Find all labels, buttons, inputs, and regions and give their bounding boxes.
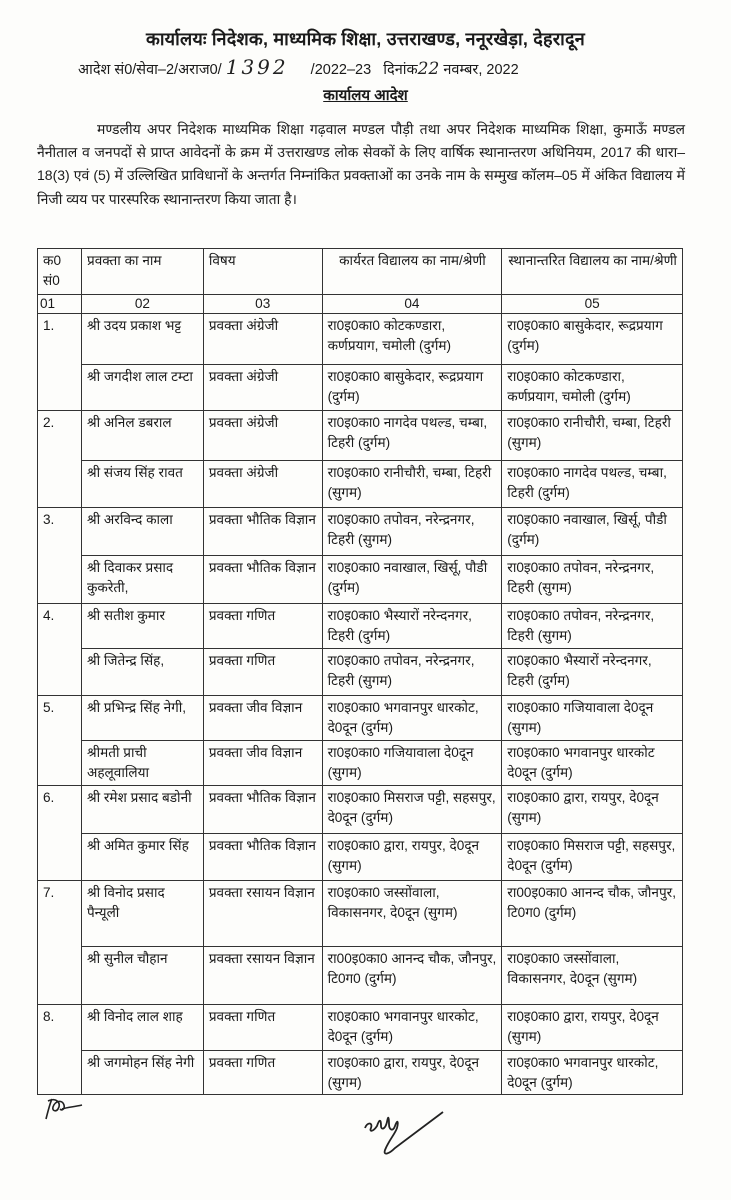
subject-cell: प्रवक्ता अंग्रेजी (203, 461, 322, 508)
table-row (38, 786, 683, 834)
current-school-cell: रा0इ0का0 नागदेव पथल्ड, चम्बा, टिहरी (दुर्गम) (322, 411, 502, 461)
subject-cell: प्रवक्ता भौतिक विज्ञान (203, 508, 322, 556)
order-ref-prefix: आदेश सं0/सेवा–2/अराज0/ (78, 62, 222, 78)
transferred-school-cell: रा0इ0का0 कोटकण्डारा, कर्णप्रयाग, चमोली (दुर्गम) (502, 365, 683, 411)
subject-cell: प्रवक्ता रसायन विज्ञान (203, 947, 322, 1005)
serial-number-cell (38, 556, 82, 604)
body-paragraph (37, 118, 685, 211)
document-title-text: कार्यालय आदेश (323, 87, 408, 104)
subject-cell: प्रवक्ता गणित (203, 649, 322, 696)
current-school-cell: रा00इ0का0 आनन्द चौक, जौनपुर, टि0ग0 (दुर्गम) (322, 947, 502, 1005)
transferred-school-cell: रा0इ0का0 नागदेव पथल्ड, चम्बा, टिहरी (दुर्गम) (502, 461, 683, 508)
column-number: 02 (81, 295, 203, 314)
transferred-school-cell: रा00इ0का0 आनन्द चौक, जौनपुर, टि0ग0 (दुर्गम) (502, 881, 683, 947)
column-number-row (38, 295, 683, 314)
table-row (38, 696, 683, 741)
subject-cell: प्रवक्ता भौतिक विज्ञान (203, 834, 322, 881)
serial-number-cell (38, 365, 82, 411)
current-school-cell: रा0इ0का0 भगवानपुर धारकोट, दे0दून (दुर्गम) (322, 1005, 502, 1051)
transferred-school-cell: रा0इ0का0 गजियावाला दे0दून (सुगम) (502, 696, 683, 741)
current-school-cell: रा0इ0का0 गजियावाला दे0दून (सुगम) (322, 741, 502, 786)
subject-cell: प्रवक्ता भौतिक विज्ञान (203, 786, 322, 834)
teacher-name-cell: श्री रमेश प्रसाद बडोनी (81, 786, 203, 834)
office-heading: कार्यालयः निदेशक, माध्यमिक शिक्षा, उत्तराखण्ड, ननूरखेड़ा, देहरादून (146, 29, 585, 49)
teacher-name-cell: श्री संजय सिंह रावत (81, 461, 203, 508)
transferred-school-cell: रा0इ0का0 तपोवन, नरेन्द्रनगर, टिहरी (सुगम) (502, 604, 683, 649)
table-row (38, 508, 683, 556)
teacher-name-cell: श्री जगदीश लाल टम्टा (81, 365, 203, 411)
header-current-school: कार्यरत विद्यालय का नाम/श्रेणी (322, 249, 502, 295)
transferred-school-cell: रा0इ0का0 मिसराज पट्टी, सहसपुर, दे0दून (दुर्गम) (502, 834, 683, 881)
column-number: 03 (203, 295, 322, 314)
subject-cell: प्रवक्ता जीव विज्ञान (203, 741, 322, 786)
serial-number-cell (38, 741, 82, 786)
teacher-name-cell: श्री अनिल डबराल (81, 411, 203, 461)
table-row (38, 604, 683, 649)
current-school-cell: रा0इ0का0 द्वारा, रायपुर, दे0दून (सुगम) (322, 834, 502, 881)
transferred-school-cell: रा0इ0का0 भगवानपुर धारकोट, दे0दून (दुर्गम) (502, 1051, 683, 1095)
serial-number-cell (38, 1051, 82, 1095)
serial-number-cell: 1. (38, 314, 82, 365)
table-row (38, 1005, 683, 1051)
initials-signature (40, 1093, 100, 1123)
current-school-cell: रा0इ0का0 मिसराज पट्टी, सहसपुर, दे0दून (दुर्गम) (322, 786, 502, 834)
table-row (38, 461, 683, 508)
current-school-cell: रा0इ0का0 बासुकेदार, रूद्रप्रयाग (दुर्गम) (322, 365, 502, 411)
serial-number-cell: 4. (38, 604, 82, 649)
order-number: 1392 (225, 55, 289, 79)
subject-cell: प्रवक्ता गणित (203, 604, 322, 649)
serial-number-cell (38, 834, 82, 881)
transfer-table (37, 248, 683, 1095)
serial-number-cell (38, 947, 82, 1005)
current-school-cell: रा0इ0का0 नवाखाल, खिर्सू, पौडी (दुर्गम) (322, 556, 502, 604)
serial-number-cell (38, 649, 82, 696)
document-title (0, 85, 731, 105)
table-row (38, 411, 683, 461)
teacher-name-cell: श्री विनोद प्रसाद पैन्यूली (81, 881, 203, 947)
subject-cell: प्रवक्ता गणित (203, 1005, 322, 1051)
header-name: प्रवक्ता का नाम (81, 249, 203, 295)
teacher-name-cell: श्री विनोद लाल शाह (81, 1005, 203, 1051)
current-school-cell: रा0इ0का0 भैस्यारों नरेन्दनगर, टिहरी (दुर्गम) (322, 604, 502, 649)
table-row (38, 649, 683, 696)
subject-cell: प्रवक्ता अंग्रेजी (203, 314, 322, 365)
current-school-cell: रा0इ0का0 तपोवन, नरेन्द्रनगर, टिहरी (सुगम) (322, 649, 502, 696)
serial-number-cell: 5. (38, 696, 82, 741)
table-row (38, 834, 683, 881)
table-row (38, 881, 683, 947)
teacher-name-cell: श्री दिवाकर प्रसाद कुकरेती, (81, 556, 203, 604)
table-row (38, 947, 683, 1005)
teacher-name-cell: श्री सुनील चौहान (81, 947, 203, 1005)
current-school-cell: रा0इ0का0 रानीचौरी, चम्बा, टिहरी (सुगम) (322, 461, 502, 508)
serial-number-cell: 8. (38, 1005, 82, 1051)
header-subject: विषय (203, 249, 322, 295)
order-reference-line (78, 55, 519, 79)
transferred-school-cell: रा0इ0का0 तपोवन, नरेन्द्रनगर, टिहरी (सुगम) (502, 556, 683, 604)
transferred-school-cell: रा0इ0का0 द्वारा, रायपुर, दे0दून (सुगम) (502, 786, 683, 834)
table-row (38, 365, 683, 411)
column-number: 05 (502, 295, 683, 314)
teacher-name-cell: श्री प्रभिन्द्र सिंह नेगी, (81, 696, 203, 741)
subject-cell: प्रवक्ता अंग्रेजी (203, 365, 322, 411)
current-school-cell: रा0इ0का0 तपोवन, नरेन्द्रनगर, टिहरी (सुगम) (322, 508, 502, 556)
table-row (38, 741, 683, 786)
transferred-school-cell: रा0इ0का0 द्वारा, रायपुर, दे0दून (सुगम) (502, 1005, 683, 1051)
teacher-name-cell: श्री उदय प्रकाश भट्ट (81, 314, 203, 365)
subject-cell: प्रवक्ता रसायन विज्ञान (203, 881, 322, 947)
header-serial: क0 सं0 (38, 249, 82, 295)
serial-number-cell (38, 461, 82, 508)
teacher-name-cell: श्री अरविन्द काला (81, 508, 203, 556)
table-row (38, 1051, 683, 1095)
teacher-name-cell: श्रीमती प्राची अहलूवालिया (81, 741, 203, 786)
subject-cell: प्रवक्ता भौतिक विज्ञान (203, 556, 322, 604)
transferred-school-cell: रा0इ0का0 रानीचौरी, चम्बा, टिहरी (सुगम) (502, 411, 683, 461)
subject-cell: प्रवक्ता गणित (203, 1051, 322, 1095)
date-rest: नवम्बर, 2022 (443, 62, 519, 78)
teacher-name-cell: श्री अमित कुमार सिंह (81, 834, 203, 881)
subject-cell: प्रवक्ता अंग्रेजी (203, 411, 322, 461)
serial-number-cell: 6. (38, 786, 82, 834)
order-ref-suffix: /2022–23 (310, 62, 372, 78)
subject-cell: प्रवक्ता जीव विज्ञान (203, 696, 322, 741)
table-row (38, 314, 683, 365)
column-number: 04 (322, 295, 502, 314)
transferred-school-cell: रा0इ0का0 भैस्यारों नरेन्दनगर, टिहरी (दुर्गम) (502, 649, 683, 696)
date-label: दिनांक (383, 62, 418, 78)
date-day: 22 (417, 59, 440, 79)
column-number: 01 (38, 295, 82, 314)
table-row (38, 556, 683, 604)
transferred-school-cell: रा0इ0का0 बासुकेदार, रूद्रप्रयाग (दुर्गम) (502, 314, 683, 365)
current-school-cell: रा0इ0का0 द्वारा, रायपुर, दे0दून (सुगम) (322, 1051, 502, 1095)
serial-number-cell: 7. (38, 881, 82, 947)
transferred-school-cell: रा0इ0का0 जस्सोंवाला, विकासनगर, दे0दून (सुगम) (502, 947, 683, 1005)
current-school-cell: रा0इ0का0 कोटकण्डारा, कर्णप्रयाग, चमोली (दुर्गम) (322, 314, 502, 365)
teacher-name-cell: श्री जगमोहन सिंह नेगी (81, 1051, 203, 1095)
transferred-school-cell: रा0इ0का0 भगवानपुर धारकोट दे0दून (दुर्गम) (502, 741, 683, 786)
header-transferred-school: स्थानान्तरित विद्यालय का नाम/श्रेणी (502, 249, 683, 295)
current-school-cell: रा0इ0का0 भगवानपुर धारकोट, दे0दून (दुर्गम) (322, 696, 502, 741)
serial-number-cell: 3. (38, 508, 82, 556)
teacher-name-cell: श्री सतीश कुमार (81, 604, 203, 649)
teacher-name-cell: श्री जितेन्द्र सिंह, (81, 649, 203, 696)
officer-signature (355, 1110, 465, 1160)
transferred-school-cell: रा0इ0का0 नवाखाल, खिर्सू, पौडी (दुर्गम) (502, 508, 683, 556)
body-paragraph-text: मण्डलीय अपर निदेशक माध्यमिक शिक्षा गढ़वाल मण्डल पौड़ी तथा अपर निदेशक माध्यमिक शिक्षा, कुमाऊँ मण्डल नैनीताल व जनपदों से प्राप्त आवेदनों के क्रम में उत्तराखण्ड लोक सेवकों के लिए वार्षिक स्थानान्तरण अधिनियम, 2017 की धारा–18(3) एवं (5) में उल्लिखित प्राविधानों के अन्तर्गत निम्नांकित प्रवक्ताओं का उनके नाम के सम्मुख कॉलम–05 में अंकित विद्यालय में निजी व्यय पर पारस्परिक स्थानान्तरण किया जाता है। (37, 121, 685, 207)
table-header-row (38, 249, 683, 295)
current-school-cell: रा0इ0का0 जस्सोंवाला, विकासनगर, दे0दून (सुगम) (322, 881, 502, 947)
serial-number-cell: 2. (38, 411, 82, 461)
